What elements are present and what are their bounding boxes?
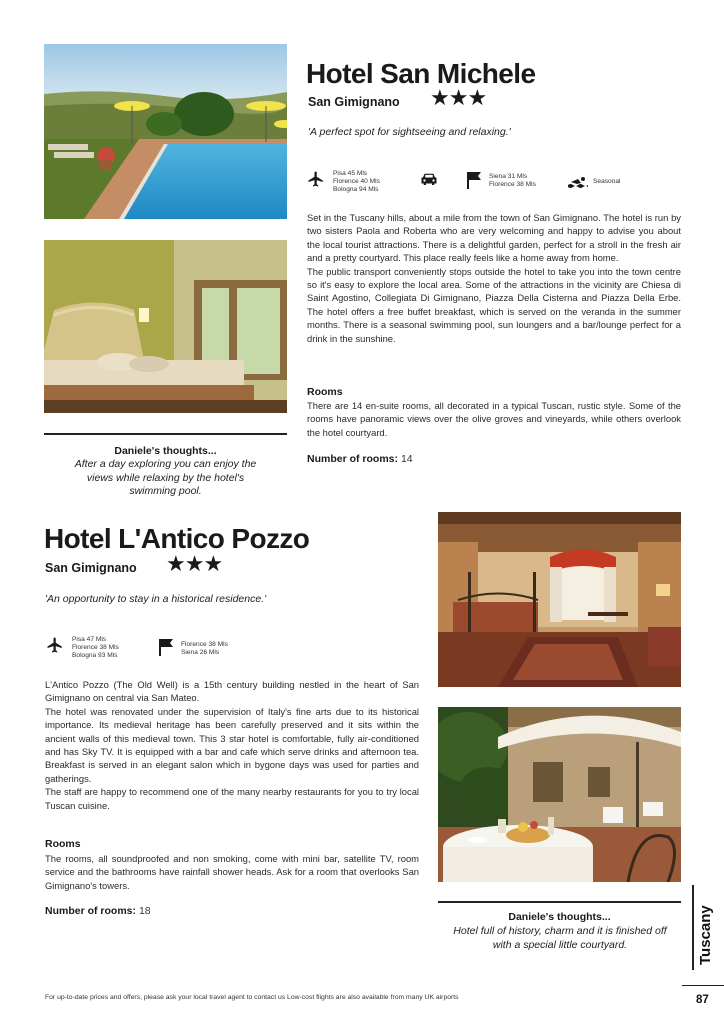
hotel-san-michele-description: [307, 211, 681, 345]
rooms-count-value: 18: [138, 905, 151, 917]
airplane-icon: [306, 170, 326, 193]
hotel-san-michele-room-count: [307, 453, 413, 465]
hotel-antico-pozzo-room-count: [45, 905, 151, 917]
page-number: 87: [696, 994, 709, 1006]
hotel-san-michele-tagline: 'A perfect spot for sightseeing and relaxing.': [308, 126, 511, 138]
section-label-tuscany: Tuscany: [697, 905, 714, 965]
airplane-icon: [45, 636, 65, 659]
hotel-antico-pozzo-thoughts-text: Hotel full of history, charm and it is finished off with a special little courtyard.: [453, 925, 667, 951]
hotel-san-michele-thoughts-heading: Daniele's thoughts...: [114, 445, 217, 457]
page-number-rule: [682, 985, 724, 986]
hotel-antico-pozzo-thoughts-heading: Daniele's thoughts...: [508, 911, 611, 923]
flag-icon: [466, 171, 482, 194]
hotel-antico-pozzo-thoughts-rule: [438, 901, 681, 903]
hotel-antico-pozzo-paragraph: L'Antico Pozzo (The Old Well) is a 15th century building nestled in the heart of San Gimignano on central via San Mateo.: [45, 679, 419, 704]
hotel-antico-pozzo-rooms-text: The rooms, all soundproofed and non smoking, come with mini bar, satellite TV, room service and the bathrooms have rainfall shower heads. Ask for a room that overlooks San Gimignano's towers.: [45, 853, 419, 891]
hotel-san-michele-paragraph: The public transport conveniently stops outside the hotel to take you into the town centre so it's easy to explore the local area. Some of the attractions in the vicinity are Chiesa di Saint Agostino, Collegiata Di Gimignano, Piazza Della Cisterna and Piazza Della Erbe. The hotel offers a free buffet breakfast, which is served on the veranda in the summer months. There is a seasonal swimming pool, sun loungers and a bar/lounge perfect for a drink in the sunshine.: [307, 265, 681, 344]
car-icon: [420, 172, 438, 191]
hotel-antico-pozzo-description: [45, 678, 419, 812]
hotel-san-michele-rooms-text: There are 14 en-suite rooms, all decorated in a typical Tuscan, rustic style. Some of the rooms have panoramic views over the olive groves and vineyards, while others overlook the hotel courtyard.: [307, 400, 681, 438]
footer-note: For up-to-date prices and offers, please ask your local travel agent to contact us Low-cost flights are also available from many UK airports: [45, 994, 459, 1001]
rooms-count-label: Number of rooms:: [307, 453, 399, 465]
flag-icon: [158, 638, 174, 661]
hotel-antico-pozzo-rooms-heading: Rooms: [45, 838, 81, 850]
hotel-san-michele-airport-distances: Pisa 45 Mls Florence 40 Mls Bologna 94 Mls: [333, 170, 380, 193]
hotel-antico-pozzo-star-rating: ★★★: [166, 551, 223, 576]
hotel-san-michele-title: Hotel San Michele: [306, 58, 536, 89]
rooms-count-label: Number of rooms:: [45, 905, 137, 917]
hotel-san-michele-bedroom-photo: [44, 240, 287, 413]
hotel-san-michele-rooms-heading: Rooms: [307, 386, 343, 398]
hotel-san-michele-city-distances: Siena 31 Mls Florence 38 Mls: [489, 173, 536, 188]
hotel-antico-pozzo-tagline: 'An opportunity to stay in a historical residence.': [45, 593, 267, 605]
swimming-icon: [568, 175, 588, 193]
hotel-antico-pozzo-airport-distances: Pisa 47 Mls Florence 38 Mls Bologna 93 Mls: [72, 636, 119, 659]
rooms-count-value: 14: [400, 453, 413, 465]
hotel-antico-pozzo-paragraph: The hotel was renovated under the supervision of Italy's fine arts due to its historical importance. Its medieval heritage has been carefully preserved and it sits within the ancient walls of this medieval town. This 3 star hotel is comfortable, fully air-conditioned and has Sky TV. It is equipped with a bar and cafe which serve drinks and afternoon tea. Breakfast is served in an elegant salon which in bygone days was used for parties and gatherings.: [45, 705, 419, 784]
hotel-antico-pozzo-paragraph: The staff are happy to recommend one of the many nearby restaurants for you to try local Tuscan cuisine.: [45, 786, 419, 811]
hotel-san-michele-pool-photo: [44, 44, 287, 219]
hotel-antico-pozzo-room-photo: [438, 512, 681, 687]
hotel-san-michele-paragraph: Set in the Tuscany hills, about a mile from the town of San Gimignano. The hotel is run by two sisters Paola and Roberta who are very welcoming and happy to advise you about the local tourist attractions. There is a delightful garden, perfect for a stroll in the fresh air and a pretty courtyard. This place really feels like a home away from home.: [307, 212, 681, 264]
side-divider: [692, 885, 694, 970]
hotel-san-michele-star-rating: ★★★: [430, 85, 487, 110]
hotel-san-michele-pool-season: Seasonal: [593, 178, 621, 185]
hotel-san-michele-thoughts-rule: [44, 433, 287, 435]
hotel-antico-pozzo-city-distances: Florence 38 Mls Siena 26 Mls: [181, 641, 228, 656]
hotel-antico-pozzo-courtyard-photo: [438, 707, 681, 882]
hotel-san-michele-thoughts-text: After a day exploring you can enjoy the views while relaxing by the hotel's swimming pool.: [74, 458, 257, 497]
hotel-antico-pozzo-title: Hotel L'Antico Pozzo: [44, 523, 310, 554]
hotel-antico-pozzo-location: San Gimignano: [45, 561, 137, 575]
hotel-san-michele-location: San Gimignano: [308, 95, 400, 109]
